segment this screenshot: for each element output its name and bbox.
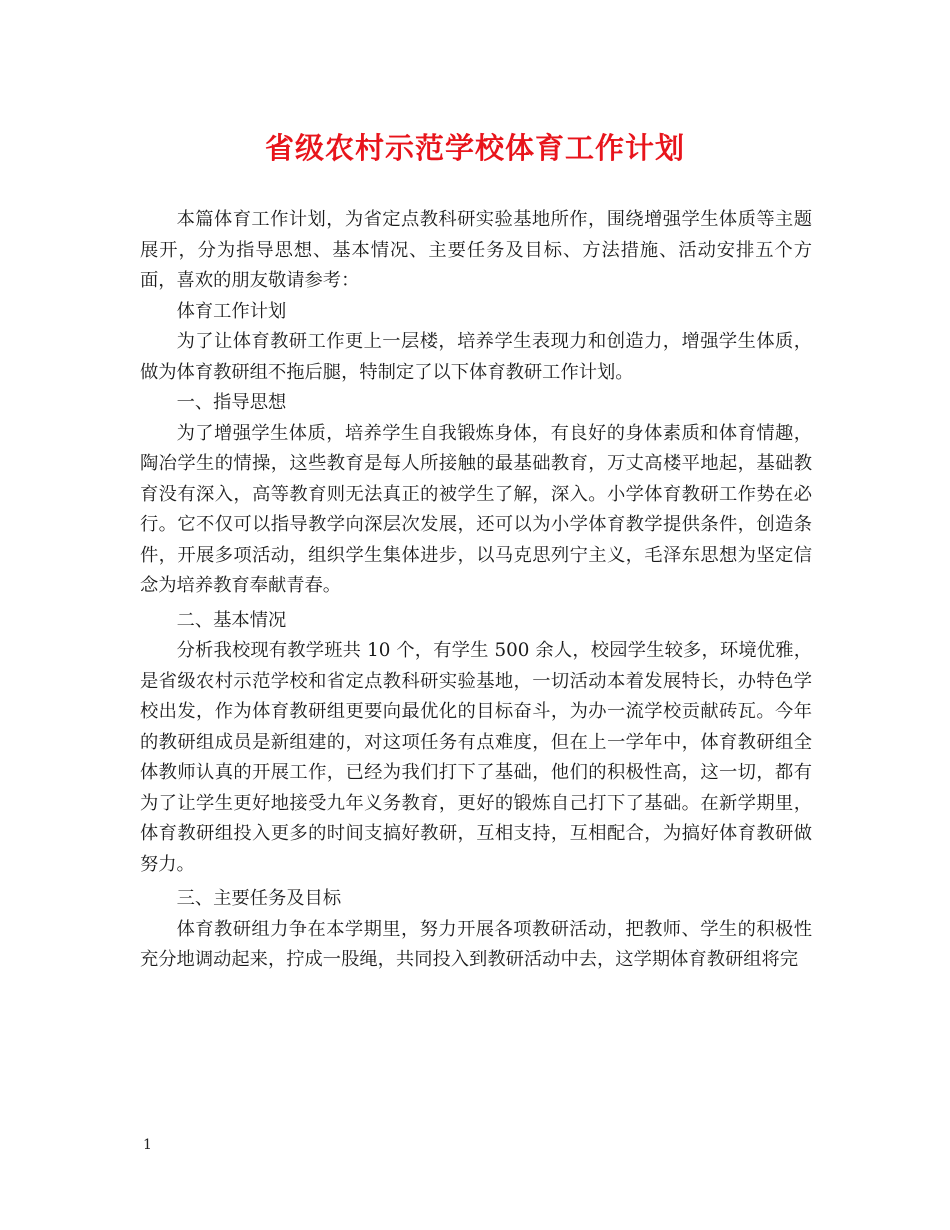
section-heading: 一、指导思想 [176, 392, 287, 413]
paragraph: 分析我校现有教学班共 10 个，有学生 500 余人，校园学生较多，环境优雅，是省级农村示范学校和省定点教科研实验基地，一切活动本着发展特长，办特色学校出发，作为体育教研组更要向最优化的目标奋斗，为办一流学校贡献砖瓦。今年的教研组成员是新组建的，对这项任务有点难度，但在上一学年中，体育教研组全体教师认真的开展工作，已经为我们打下了基础，他们的积极性高，这一切，都有为了让学生更好地接受九年义务教育，更好的锻炼自己打下了基础。在新学期里，体育教研组投入更多的时间支搞好教研，互相支持，互相配合，为搞好体育教研做努力。 [140, 640, 812, 875]
section-heading: 体育工作计划 [176, 300, 287, 322]
section-heading: 三、主要任务及目标 [176, 888, 342, 909]
paragraph: 为了让体育教研工作更上一层楼，培养学生表现力和创造力，增强学生体质，做为体育教研组不拖后腿，特制定了以下体育教研工作计划。 [140, 331, 812, 383]
paragraph: 为了增强学生体质，培养学生自我锻炼身体，有良好的身体素质和体育情趣，陶冶学生的情操，这些教育是每人所接触的最基础教育，万丈高楼平地起，基础教育没有深入，高等教育则无法真正的被学生了解，深入。小学体育教研工作势在必行。它不仅可以指导教学向深层次发展，还可以为小学体育教学提供条件，创造条件，开展多项活动，组织学生集体进步，以马克思列宁主义，毛泽东思想为坚定信念为培养教育奉献青春。 [140, 422, 812, 596]
document-title: 省级农村示范学校体育工作计划 [264, 131, 685, 165]
page-number: 1 [143, 1137, 152, 1153]
document-body [140, 205, 812, 976]
section-heading: 二、基本情况 [176, 609, 287, 631]
intro-paragraph: 本篇体育工作计划，为省定点教科研实验基地所作，围绕增强学生体质等主题展开，分为指导思想、基本情况、主要任务及目标、方法措施、活动安排五个方面，喜欢的朋友敬请参考： [140, 209, 812, 291]
paragraph: 体育教研组力争在本学期里，努力开展各项教研活动，把教师、学生的积极性充分地调动起来，拧成一股绳，共同投入到教研活动中去，这学期体育教研组将完 [140, 918, 812, 970]
